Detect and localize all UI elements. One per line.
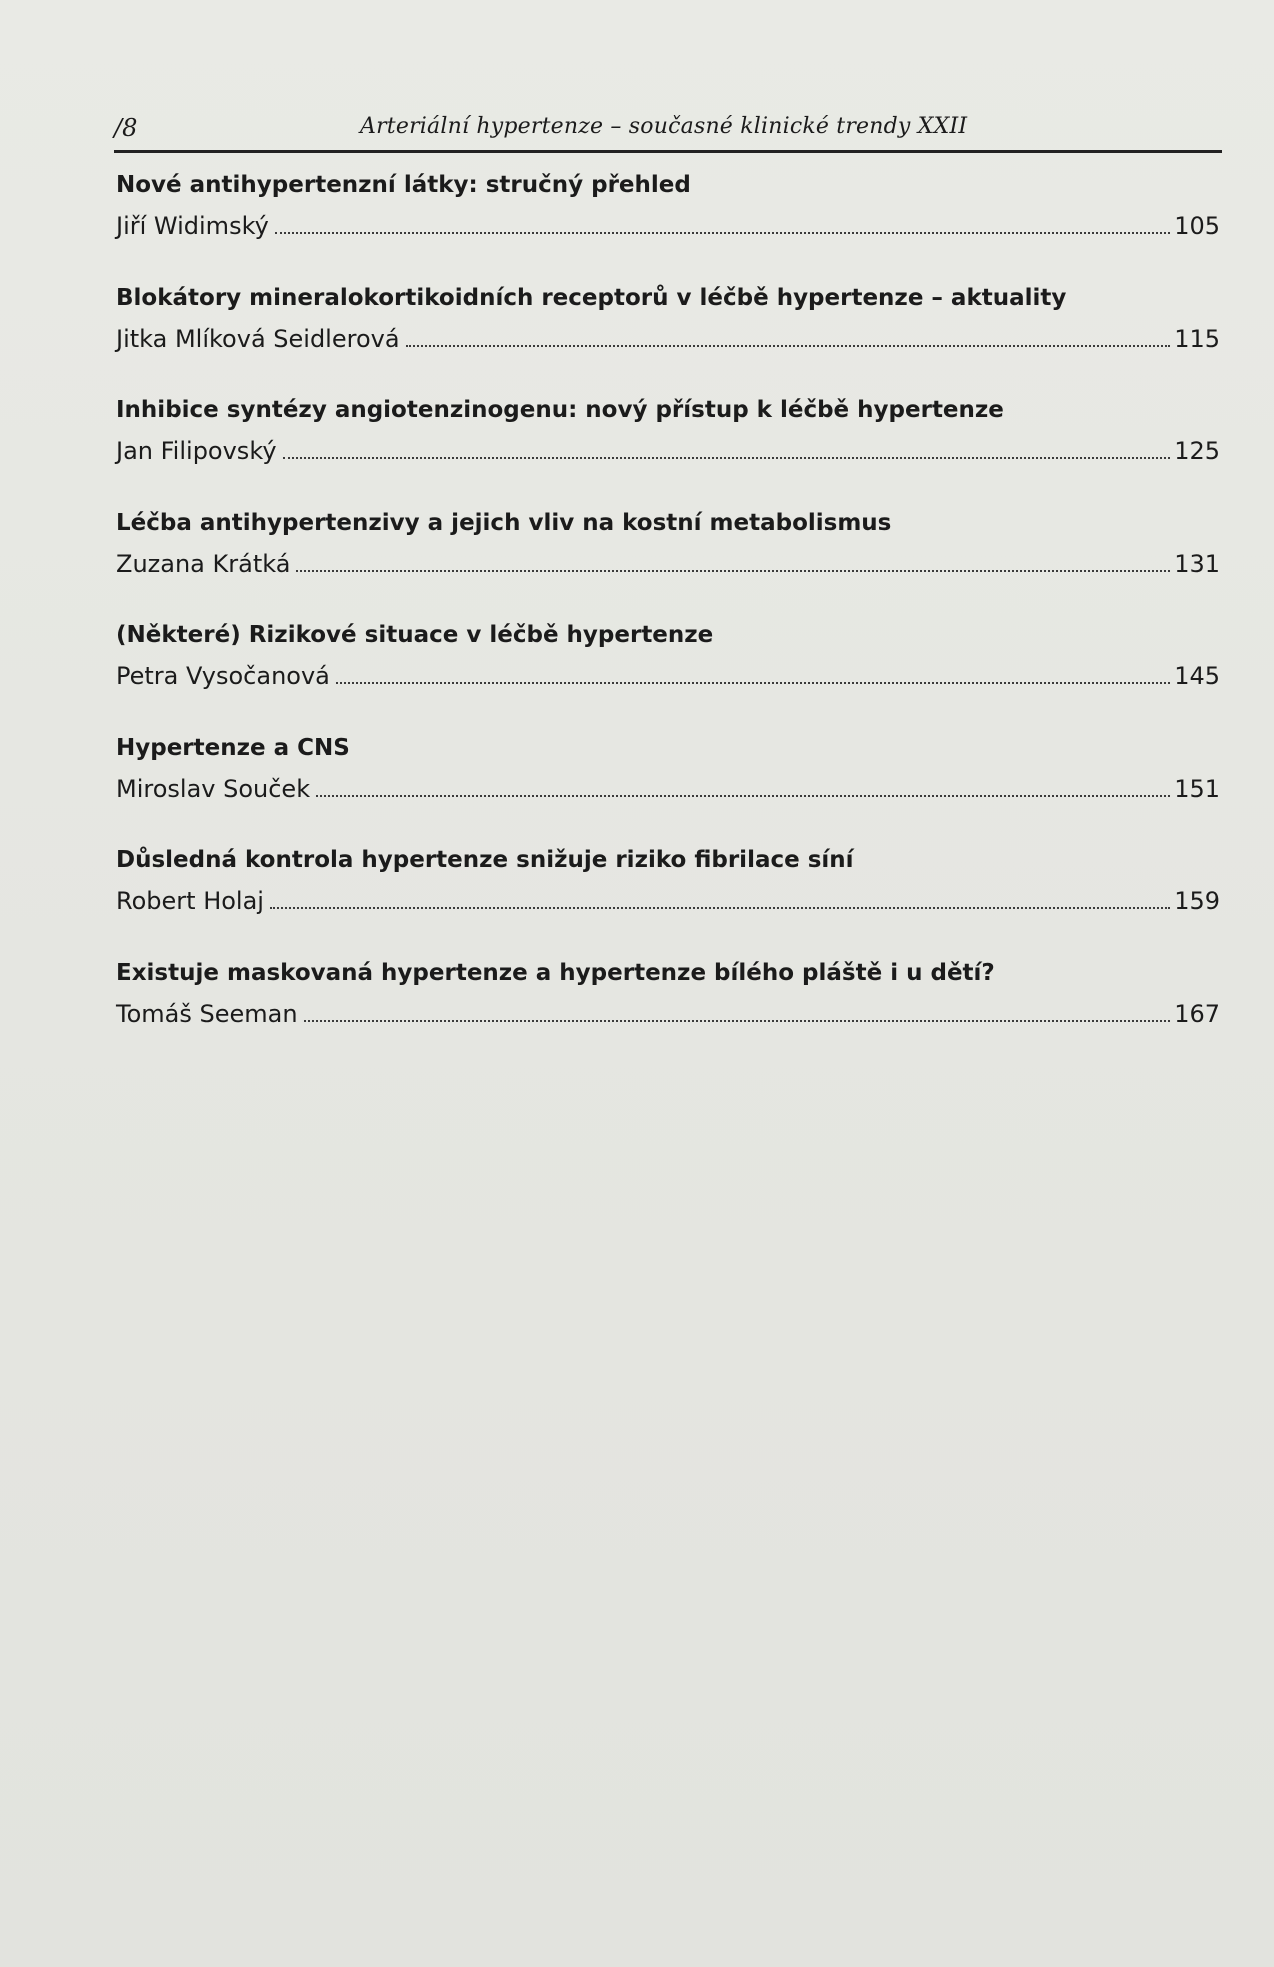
dot-leader xyxy=(336,681,1170,684)
toc-entry-author: Zuzana Krátká xyxy=(116,549,291,578)
toc-entry-line xyxy=(116,887,1220,915)
toc-entry-line xyxy=(116,1000,1220,1028)
toc-entry-author: Tomáš Seeman xyxy=(116,999,298,1028)
toc-entry-author: Jan Filipovský xyxy=(116,437,277,465)
toc-entry xyxy=(116,281,1220,394)
toc-entry-author: Jitka Mlíková Seidlerová xyxy=(116,324,400,353)
table-of-contents xyxy=(116,168,1220,1068)
running-title: Arteriální hypertenze – současné klinické trendy XXII xyxy=(360,114,968,139)
dot-leader xyxy=(316,794,1170,797)
dot-leader xyxy=(304,1019,1171,1022)
dot-leader xyxy=(283,456,1171,459)
toc-entry-page: 167 xyxy=(1174,999,1220,1028)
toc-entry xyxy=(116,731,1220,844)
toc-entry-line xyxy=(116,437,1220,465)
toc-entry-author: Miroslav Souček xyxy=(116,774,311,803)
toc-entry xyxy=(116,506,1220,619)
toc-entry-title: Důsledná kontrola hypertenze snižuje riziko fibrilace síní xyxy=(116,847,854,873)
toc-entry-line xyxy=(116,325,1220,353)
toc-entry xyxy=(116,843,1220,956)
toc-entry-title: Inhibice syntézy angiotenzinogenu: nový přístup k léčbě hypertenze xyxy=(116,397,1004,423)
toc-entry-author: Petra Vysočanová xyxy=(116,662,330,690)
page-number: /8 xyxy=(114,114,138,142)
toc-entry xyxy=(116,393,1220,506)
toc-entry-page: 125 xyxy=(1174,437,1220,465)
toc-entry-title: Blokátory mineralokortikoidních receptorů v léčbě hypertenze – aktuality xyxy=(116,284,1067,311)
toc-entry xyxy=(116,956,1220,1069)
toc-entry xyxy=(116,618,1220,731)
dot-leader xyxy=(296,569,1170,572)
toc-entry-page: 151 xyxy=(1174,774,1220,803)
dot-leader xyxy=(406,344,1171,347)
toc-entry-title: Léčba antihypertenzivy a jejich vliv na kostní metabolismus xyxy=(116,509,892,536)
toc-entry-author: Robert Holaj xyxy=(116,887,264,915)
toc-entry-line xyxy=(116,662,1220,690)
toc-entry-author: Jiří Widimský xyxy=(116,212,269,240)
toc-entry-line xyxy=(116,775,1220,803)
toc-entry xyxy=(116,168,1220,281)
toc-entry-title: Existuje maskovaná hypertenze a hypertenze bílého pláště i u dětí? xyxy=(116,959,995,986)
toc-entry-page: 159 xyxy=(1174,887,1220,915)
toc-entry-title: (Některé) Rizikové situace v léčbě hypertenze xyxy=(116,622,714,648)
toc-entry-line xyxy=(116,550,1220,578)
toc-entry-page: 115 xyxy=(1174,324,1220,353)
header-rule xyxy=(114,150,1222,153)
toc-entry-page: 131 xyxy=(1174,549,1220,578)
toc-entry-title: Hypertenze a CNS xyxy=(116,734,350,761)
dot-leader xyxy=(270,906,1170,909)
toc-entry-line xyxy=(116,212,1220,240)
toc-entry-page: 145 xyxy=(1174,662,1220,690)
page-header xyxy=(114,110,1222,150)
toc-entry-title: Nové antihypertenzní látky: stručný přehled xyxy=(116,172,691,198)
dot-leader xyxy=(275,231,1170,234)
toc-entry-page: 105 xyxy=(1174,212,1220,240)
